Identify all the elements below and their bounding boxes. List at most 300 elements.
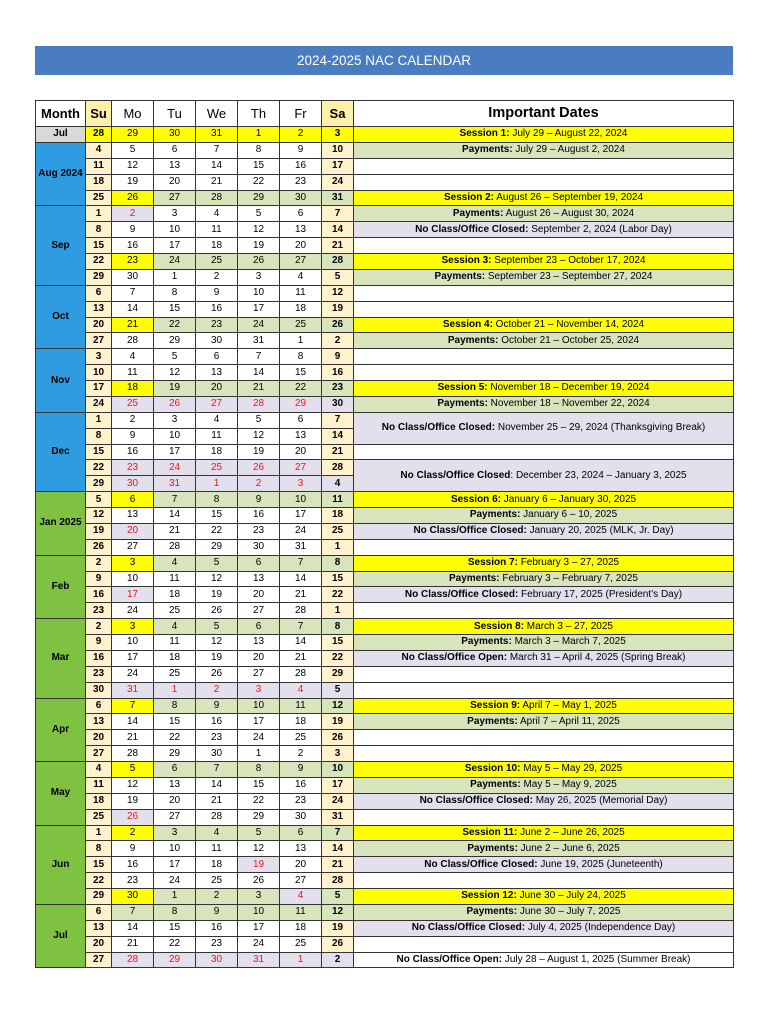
entry-label: No Class/Office Closed: — [411, 922, 526, 934]
day-cell-mo: 26 — [112, 190, 154, 206]
day-header-tu: Tu — [154, 101, 196, 127]
month-label-text: Jul — [53, 930, 68, 942]
week-row — [36, 285, 734, 301]
day-cell-su: 17 — [86, 381, 112, 397]
month-header: Month — [36, 101, 86, 127]
entry-text: January 6 – January 30, 2025 — [500, 493, 637, 505]
week-row — [36, 523, 734, 539]
calendar-table — [35, 100, 734, 968]
important-date-entry — [354, 793, 734, 809]
important-date-entry — [354, 809, 734, 825]
day-cell-mo: 28 — [112, 333, 154, 349]
entry-label: Session 10: — [464, 763, 521, 775]
day-cell-mo: 28 — [112, 746, 154, 762]
day-cell-mo: 7 — [112, 698, 154, 714]
day-cell-fr: 7 — [280, 619, 322, 635]
week-row — [36, 889, 734, 905]
day-cell-sa: 7 — [322, 825, 354, 841]
entry-text: March 3 – 27, 2025 — [524, 620, 613, 632]
entry-text: September 23 – October 17, 2024 — [491, 255, 646, 267]
day-cell-we: 8 — [196, 492, 238, 508]
day-cell-tu: 10 — [154, 222, 196, 238]
day-cell-fr: 18 — [280, 920, 322, 936]
entry-label: Payments: — [462, 144, 513, 156]
week-row — [36, 825, 734, 841]
important-date-entry — [354, 381, 734, 397]
week-row — [36, 301, 734, 317]
day-cell-we: 29 — [196, 539, 238, 555]
entry-label: No Class/Office Closed: — [415, 223, 529, 235]
day-cell-fr: 31 — [280, 539, 322, 555]
day-cell-mo: 10 — [112, 571, 154, 587]
day-cell-fr: 20 — [280, 238, 322, 254]
entry-text: : December 23, 2024 – January 3, 2025 — [510, 469, 687, 481]
day-cell-fr: 13 — [280, 428, 322, 444]
header-row — [36, 101, 734, 127]
day-cell-tu: 8 — [154, 904, 196, 920]
day-cell-fr: 16 — [280, 777, 322, 793]
week-row — [36, 809, 734, 825]
day-cell-su: 28 — [86, 127, 112, 143]
day-cell-tu: 14 — [154, 508, 196, 524]
important-date-entry — [354, 460, 734, 492]
day-cell-we: 15 — [196, 508, 238, 524]
day-cell-tu: 24 — [154, 873, 196, 889]
day-cell-sa: 12 — [322, 904, 354, 920]
day-cell-th: 24 — [238, 317, 280, 333]
day-cell-fr: 30 — [280, 190, 322, 206]
day-cell-fr: 21 — [280, 650, 322, 666]
day-cell-sa: 28 — [322, 254, 354, 270]
entry-label: No Class/Office Closed — [400, 469, 511, 481]
day-cell-sa: 28 — [322, 460, 354, 476]
day-cell-fr: 14 — [280, 635, 322, 651]
day-cell-th: 8 — [238, 762, 280, 778]
day-cell-th: 16 — [238, 508, 280, 524]
entry-label: Session 3: — [441, 255, 492, 267]
day-cell-su: 1 — [86, 412, 112, 428]
day-cell-su: 27 — [86, 746, 112, 762]
week-row — [36, 873, 734, 889]
day-cell-fr: 13 — [280, 841, 322, 857]
entry-text: February 3 – 27, 2025 — [517, 557, 620, 569]
day-cell-tu: 4 — [154, 555, 196, 571]
important-date-entry — [354, 777, 734, 793]
day-cell-su: 8 — [86, 841, 112, 857]
day-cell-mo: 18 — [112, 381, 154, 397]
day-cell-mo: 7 — [112, 285, 154, 301]
month-label — [36, 698, 86, 762]
month-label-text: Dec — [51, 445, 70, 457]
entry-label: Payments: — [467, 842, 518, 854]
day-cell-we: 25 — [196, 873, 238, 889]
month-label-text: Aug 2024 — [38, 168, 83, 180]
week-row — [36, 317, 734, 333]
day-cell-we: 20 — [196, 381, 238, 397]
month-label-text: Mar — [51, 652, 70, 664]
entry-label: Session 11: — [462, 826, 518, 838]
day-cell-we: 26 — [196, 666, 238, 682]
entry-label: Session 5: — [437, 382, 488, 394]
week-row — [36, 777, 734, 793]
day-cell-fr: 4 — [280, 269, 322, 285]
day-cell-tu: 15 — [154, 301, 196, 317]
day-cell-we: 27 — [196, 396, 238, 412]
day-cell-tu: 19 — [154, 381, 196, 397]
entry-text: November 18 – November 22, 2024 — [487, 398, 650, 410]
day-header-th: Th — [238, 101, 280, 127]
month-label — [36, 619, 86, 698]
day-cell-we: 12 — [196, 571, 238, 587]
day-cell-fr: 18 — [280, 301, 322, 317]
day-cell-th: 22 — [238, 174, 280, 190]
day-cell-su: 29 — [86, 476, 112, 492]
day-cell-th: 10 — [238, 698, 280, 714]
entry-text: July 29 – August 22, 2024 — [509, 128, 628, 140]
entry-text: May 26, 2025 (Memorial Day) — [532, 795, 668, 807]
day-cell-sa: 29 — [322, 666, 354, 682]
week-row — [36, 904, 734, 920]
day-cell-sa: 19 — [322, 301, 354, 317]
day-cell-fr: 4 — [280, 682, 322, 698]
day-cell-sa: 26 — [322, 317, 354, 333]
day-cell-fr: 10 — [280, 492, 322, 508]
month-label-text: Feb — [51, 580, 70, 592]
entry-text: March 31 – April 4, 2025 (Spring Break) — [507, 652, 686, 664]
day-cell-sa: 19 — [322, 920, 354, 936]
day-cell-th: 27 — [238, 603, 280, 619]
day-cell-sa: 22 — [322, 650, 354, 666]
entry-label: Session 1: — [459, 128, 510, 140]
day-cell-we: 11 — [196, 841, 238, 857]
day-cell-th: 24 — [238, 936, 280, 952]
day-cell-fr: 29 — [280, 396, 322, 412]
day-cell-mo: 9 — [112, 428, 154, 444]
day-cell-su: 27 — [86, 952, 112, 968]
week-row — [36, 269, 734, 285]
week-row — [36, 603, 734, 619]
day-cell-mo: 23 — [112, 873, 154, 889]
day-cell-su: 1 — [86, 206, 112, 222]
important-date-entry — [354, 936, 734, 952]
day-cell-we: 21 — [196, 174, 238, 190]
entry-label: Session 8: — [474, 620, 525, 632]
day-header-mo: Mo — [112, 101, 154, 127]
important-date-entry — [354, 301, 734, 317]
day-cell-su: 11 — [86, 158, 112, 174]
day-cell-we: 12 — [196, 635, 238, 651]
day-cell-th: 6 — [238, 619, 280, 635]
entry-label: No Class/Office Closed: — [404, 588, 519, 600]
day-cell-we: 22 — [196, 523, 238, 539]
day-cell-fr: 30 — [280, 809, 322, 825]
entry-text: October 21 – November 14, 2024 — [492, 318, 645, 330]
day-cell-fr: 2 — [280, 127, 322, 143]
entry-label: Session 9: — [470, 699, 521, 711]
day-cell-tu: 27 — [154, 190, 196, 206]
day-cell-mo: 21 — [112, 317, 154, 333]
day-cell-su: 2 — [86, 619, 112, 635]
day-cell-sa: 21 — [322, 857, 354, 873]
day-cell-we: 18 — [196, 444, 238, 460]
day-cell-su: 6 — [86, 904, 112, 920]
day-cell-su: 23 — [86, 603, 112, 619]
day-cell-su: 1 — [86, 825, 112, 841]
day-cell-su: 6 — [86, 698, 112, 714]
day-cell-th: 15 — [238, 158, 280, 174]
week-row — [36, 635, 734, 651]
day-cell-tu: 10 — [154, 841, 196, 857]
entry-text: March 3 – March 7, 2025 — [511, 636, 626, 648]
entry-text: November 25 – 29, 2024 (Thanksgiving Break) — [495, 422, 706, 434]
day-cell-fr: 1 — [280, 333, 322, 349]
day-cell-tu: 6 — [154, 142, 196, 158]
entry-label: Session 7: — [467, 557, 518, 569]
day-cell-mo: 4 — [112, 349, 154, 365]
entry-text: April 7 – May 1, 2025 — [520, 699, 617, 711]
entry-label: No Class/Office Closed: — [419, 795, 533, 807]
important-date-entry — [354, 762, 734, 778]
day-cell-sa: 7 — [322, 412, 354, 428]
day-cell-we: 16 — [196, 920, 238, 936]
day-cell-we: 30 — [196, 952, 238, 968]
day-cell-th: 21 — [238, 381, 280, 397]
day-cell-th: 8 — [238, 142, 280, 158]
important-date-entry — [354, 333, 734, 349]
day-cell-sa: 3 — [322, 746, 354, 762]
day-cell-tu: 22 — [154, 936, 196, 952]
week-row — [36, 714, 734, 730]
day-cell-th: 26 — [238, 873, 280, 889]
day-cell-tu: 10 — [154, 428, 196, 444]
day-cell-th: 19 — [238, 238, 280, 254]
day-cell-we: 28 — [196, 809, 238, 825]
day-cell-su: 16 — [86, 587, 112, 603]
entry-label: Session 4: — [442, 318, 493, 330]
day-cell-su: 24 — [86, 396, 112, 412]
day-header-fr: Fr — [280, 101, 322, 127]
week-row — [36, 460, 734, 476]
day-cell-sa: 23 — [322, 381, 354, 397]
day-cell-tu: 22 — [154, 730, 196, 746]
day-cell-mo: 24 — [112, 603, 154, 619]
day-cell-su: 22 — [86, 254, 112, 270]
day-cell-fr: 21 — [280, 587, 322, 603]
day-cell-tu: 3 — [154, 412, 196, 428]
important-date-entry — [354, 682, 734, 698]
month-label-text: Apr — [51, 723, 70, 735]
day-cell-tu: 5 — [154, 349, 196, 365]
day-cell-we: 2 — [196, 269, 238, 285]
important-date-entry — [354, 619, 734, 635]
entry-text: June 30 – July 24, 2025 — [516, 890, 626, 902]
day-cell-fr: 23 — [280, 174, 322, 190]
day-cell-we: 9 — [196, 698, 238, 714]
day-cell-su: 8 — [86, 428, 112, 444]
week-row — [36, 762, 734, 778]
week-row — [36, 127, 734, 143]
week-row — [36, 238, 734, 254]
important-date-entry — [354, 158, 734, 174]
week-row — [36, 158, 734, 174]
entry-text: January 6 – 10, 2025 — [520, 509, 618, 521]
important-date-entry — [354, 571, 734, 587]
day-cell-mo: 2 — [112, 206, 154, 222]
week-row — [36, 587, 734, 603]
day-cell-su: 6 — [86, 285, 112, 301]
week-row — [36, 365, 734, 381]
day-cell-we: 30 — [196, 333, 238, 349]
day-cell-mo: 9 — [112, 222, 154, 238]
important-date-entry — [354, 873, 734, 889]
day-cell-mo: 30 — [112, 476, 154, 492]
day-cell-fr: 28 — [280, 666, 322, 682]
day-cell-th: 7 — [238, 349, 280, 365]
day-cell-th: 17 — [238, 714, 280, 730]
day-cell-mo: 23 — [112, 254, 154, 270]
day-cell-sa: 21 — [322, 444, 354, 460]
day-cell-tu: 26 — [154, 396, 196, 412]
entry-label: Payments: — [466, 906, 518, 918]
calendar-body — [36, 127, 734, 968]
day-cell-we: 7 — [196, 142, 238, 158]
day-cell-we: 4 — [196, 825, 238, 841]
important-date-entry — [354, 365, 734, 381]
day-cell-sa: 31 — [322, 190, 354, 206]
entry-text: February 3 – February 7, 2025 — [499, 572, 638, 584]
day-cell-sa: 14 — [322, 428, 354, 444]
day-cell-mo: 14 — [112, 301, 154, 317]
day-cell-we: 9 — [196, 285, 238, 301]
day-cell-mo: 2 — [112, 825, 154, 841]
entry-text: September 2, 2024 (Labor Day) — [528, 223, 672, 235]
day-cell-su: 13 — [86, 920, 112, 936]
entry-label: Payments: — [437, 398, 488, 410]
entry-text: July 28 – August 1, 2025 (Summer Break) — [502, 953, 691, 965]
day-cell-th: 6 — [238, 555, 280, 571]
day-cell-sa: 21 — [322, 238, 354, 254]
day-header-su: Su — [86, 101, 112, 127]
week-row — [36, 254, 734, 270]
day-header-sa: Sa — [322, 101, 354, 127]
day-cell-fr: 18 — [280, 714, 322, 730]
day-cell-su: 8 — [86, 222, 112, 238]
day-cell-we: 7 — [196, 762, 238, 778]
day-cell-fr: 25 — [280, 317, 322, 333]
day-cell-tu: 18 — [154, 650, 196, 666]
day-cell-we: 23 — [196, 730, 238, 746]
day-cell-th: 17 — [238, 301, 280, 317]
day-cell-sa: 30 — [322, 396, 354, 412]
day-cell-su: 15 — [86, 444, 112, 460]
day-cell-sa: 12 — [322, 285, 354, 301]
week-row — [36, 142, 734, 158]
day-cell-fr: 24 — [280, 523, 322, 539]
month-label — [36, 555, 86, 619]
day-cell-tu: 25 — [154, 603, 196, 619]
month-label-text: Nov — [51, 374, 70, 386]
important-date-entry — [354, 269, 734, 285]
day-cell-fr: 3 — [280, 476, 322, 492]
day-cell-we: 19 — [196, 650, 238, 666]
entry-label: No Class/Office Closed: — [424, 858, 538, 870]
day-cell-th: 10 — [238, 904, 280, 920]
day-cell-sa: 1 — [322, 539, 354, 555]
day-cell-mo: 30 — [112, 889, 154, 905]
day-cell-th: 26 — [238, 254, 280, 270]
day-cell-tu: 28 — [154, 539, 196, 555]
week-row — [36, 682, 734, 698]
day-cell-su: 25 — [86, 190, 112, 206]
month-label-text: Jan 2025 — [39, 517, 82, 529]
day-cell-su: 20 — [86, 936, 112, 952]
important-date-entry — [354, 539, 734, 555]
day-cell-fr: 8 — [280, 349, 322, 365]
important-date-entry — [354, 698, 734, 714]
day-cell-mo: 11 — [112, 365, 154, 381]
day-cell-su: 4 — [86, 762, 112, 778]
entry-label: Payments: — [447, 334, 499, 346]
month-label — [36, 412, 86, 491]
entry-label: Session 2: — [443, 191, 495, 203]
entry-label: Payments: — [467, 715, 518, 727]
day-cell-th: 14 — [238, 365, 280, 381]
week-row — [36, 222, 734, 238]
week-row — [36, 619, 734, 635]
day-cell-mo: 12 — [112, 158, 154, 174]
day-cell-mo: 31 — [112, 682, 154, 698]
day-cell-sa: 26 — [322, 936, 354, 952]
day-cell-mo: 19 — [112, 793, 154, 809]
day-cell-tu: 6 — [154, 762, 196, 778]
day-cell-th: 31 — [238, 333, 280, 349]
entry-label: No Class/Office Closed: — [381, 422, 496, 434]
day-cell-mo: 16 — [112, 444, 154, 460]
day-cell-th: 3 — [238, 269, 280, 285]
month-label-text: May — [50, 787, 71, 799]
day-cell-sa: 17 — [322, 777, 354, 793]
day-cell-tu: 18 — [154, 587, 196, 603]
day-cell-we: 31 — [196, 127, 238, 143]
month-label — [36, 127, 86, 143]
day-cell-su: 9 — [86, 571, 112, 587]
day-cell-we: 28 — [196, 190, 238, 206]
important-date-entry — [354, 349, 734, 365]
day-cell-we: 30 — [196, 746, 238, 762]
day-cell-su: 10 — [86, 365, 112, 381]
day-cell-we: 26 — [196, 603, 238, 619]
day-cell-tu: 12 — [154, 365, 196, 381]
day-cell-th: 12 — [238, 222, 280, 238]
day-cell-th: 13 — [238, 571, 280, 587]
day-cell-sa: 25 — [322, 523, 354, 539]
day-cell-su: 18 — [86, 174, 112, 190]
important-date-entry — [354, 714, 734, 730]
day-cell-tu: 11 — [154, 571, 196, 587]
important-date-entry — [354, 222, 734, 238]
day-cell-sa: 9 — [322, 349, 354, 365]
day-cell-we: 13 — [196, 365, 238, 381]
day-cell-mo: 5 — [112, 142, 154, 158]
day-cell-th: 5 — [238, 412, 280, 428]
entry-label: No Class/Office Closed: — [413, 525, 527, 537]
day-cell-su: 9 — [86, 635, 112, 651]
day-cell-sa: 5 — [322, 682, 354, 698]
important-date-entry — [354, 174, 734, 190]
day-cell-th: 29 — [238, 190, 280, 206]
week-row — [36, 174, 734, 190]
day-cell-su: 11 — [86, 777, 112, 793]
